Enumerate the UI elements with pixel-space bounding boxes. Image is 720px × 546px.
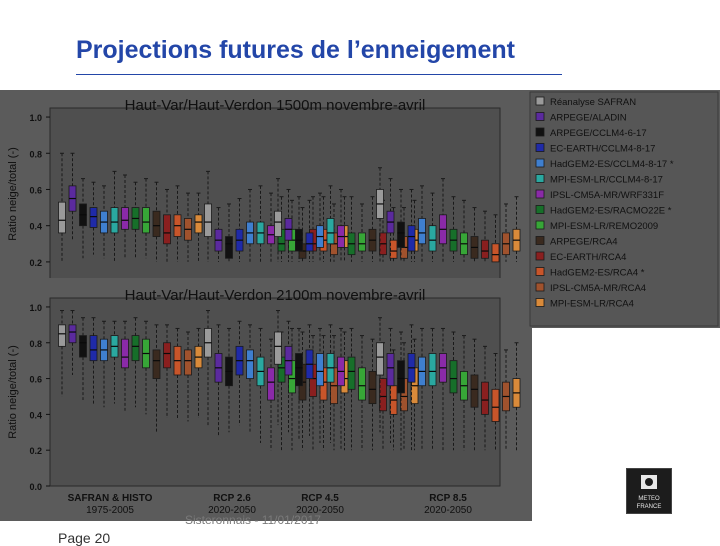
x-group-label: RCP 2.6 [213,493,251,504]
legend-swatch [536,299,544,307]
box [296,354,303,386]
box [408,226,415,251]
box [164,215,171,244]
box [377,343,384,375]
box [205,204,212,237]
legend-swatch [536,206,544,214]
legend-panel [528,90,720,328]
legend-swatch [536,128,544,136]
box [482,240,489,258]
legend-label: EC-EARTH/RCA4 [550,252,627,263]
box [398,222,405,247]
legend-label: MPI-ESM-LR/CCLM4-8-17 [550,174,663,186]
legend-label: Réanalyse SAFRAN [550,97,637,108]
box [482,382,489,414]
box [90,208,97,228]
meteo-france-logo-mark [627,469,671,513]
legend-swatch [536,268,544,276]
svg-text:METEO: METEO [638,496,660,502]
slide-title: Projections futures de l’enneigement [76,36,515,64]
box [132,336,139,361]
box [195,215,202,233]
box [492,244,499,262]
box [59,325,66,346]
box [390,240,397,258]
legend-label: IPSL-CM5A-MR/WRF331F [550,190,665,201]
box [153,350,160,379]
x-group-label: RCP 4.5 [301,493,339,504]
legend-label: EC-EARTH/CCLM4-8-17 [550,143,656,155]
boxplot-1500m [0,90,532,278]
box [122,339,129,368]
box [429,354,436,386]
y-tick-label: 0.0 [29,482,42,492]
legend-label: HadGEM2-ES/CCLM4-8-17 * [550,159,674,170]
legend-label: HadGEM2-ES/RACMO22E * [550,205,672,217]
box [247,350,254,379]
box [59,202,66,233]
footer-text: Sisteronnais - 11/01/2017 [185,513,321,527]
box [226,237,233,259]
legend-swatch [536,237,544,245]
y-tick-label: 0.8 [29,338,42,349]
box [268,368,275,400]
box [90,336,97,361]
box [450,361,457,393]
y-tick-label: 1.0 [29,302,42,313]
box [80,336,87,357]
box [317,354,324,386]
chart-title: Haut-Var/Haut-Verdon 1500m novembre-avril [124,97,426,114]
legend-swatch [536,283,544,291]
legend-label: MPI-ESM-LR/RCA4 [550,298,634,310]
box [122,208,129,230]
title-divider [76,74,562,75]
legend-swatch [536,252,544,260]
legend-swatch [536,144,544,152]
box [275,332,282,364]
chart-title: Haut-Var/Haut-Verdon 2100m novembre-avril [124,287,426,304]
legend-label: IPSL-CM5A-MR/RCA4 [550,283,647,294]
legend-swatch [536,113,544,121]
legend-swatch [536,221,544,229]
x-period-label: 2020-2050 [424,505,472,516]
box [69,325,76,343]
y-tick-label: 0.4 [29,221,42,232]
box [369,371,376,403]
legend-swatch [536,190,544,198]
box [348,357,355,389]
box [359,233,366,251]
legend-swatch [536,175,544,183]
box [398,361,405,393]
box [185,350,192,375]
y-axis-label: Ratio neige/total (-) [7,147,19,241]
boxplot-2100m [0,278,532,521]
x-period-label: 2020-2050 [296,505,344,516]
meteo-france-logo [626,468,672,514]
box [306,233,313,251]
y-axis-label: Ratio neige/total (-) [7,345,19,439]
legend-label: HadGEM2-ES/RCA4 * [550,267,645,279]
box [153,211,160,236]
chart-panel-1500m [0,90,532,278]
legend [528,90,720,328]
x-group-label: RCP 8.5 [429,493,467,504]
chart-panel-2100m [0,278,532,521]
legend-label: ARPEGE/CCLM4-6-17 [550,128,647,139]
box [327,218,334,243]
x-period-label: 1975-2005 [86,505,134,516]
y-tick-label: 0.4 [29,410,42,421]
box [143,208,150,233]
box [429,226,436,251]
legend-label: ARPEGE/ALADIN [550,112,627,124]
box [359,368,366,400]
svg-text:FRANCE: FRANCE [636,504,662,510]
box [111,208,118,233]
y-tick-label: 0.6 [29,185,42,196]
y-tick-label: 0.2 [29,257,42,268]
box [380,379,387,411]
x-period-label: 2020-2050 [208,505,256,516]
y-tick-label: 0.6 [29,374,42,385]
box [387,354,394,386]
box [419,218,426,243]
box [471,375,478,407]
legend-label: ARPEGE/RCA4 [550,236,618,248]
box [275,211,282,236]
box [164,343,171,368]
y-tick-label: 1.0 [29,113,42,124]
box [492,389,499,421]
legend-swatch [536,159,544,167]
page-number: Page 20 [58,530,111,546]
legend-swatch [536,97,544,105]
x-group-label: SAFRAN & HISTO [67,493,153,504]
y-tick-label: 0.8 [29,149,42,160]
legend-label: MPI-ESM-LR/REMO2009 [550,221,659,232]
y-tick-label: 0.2 [29,446,42,457]
